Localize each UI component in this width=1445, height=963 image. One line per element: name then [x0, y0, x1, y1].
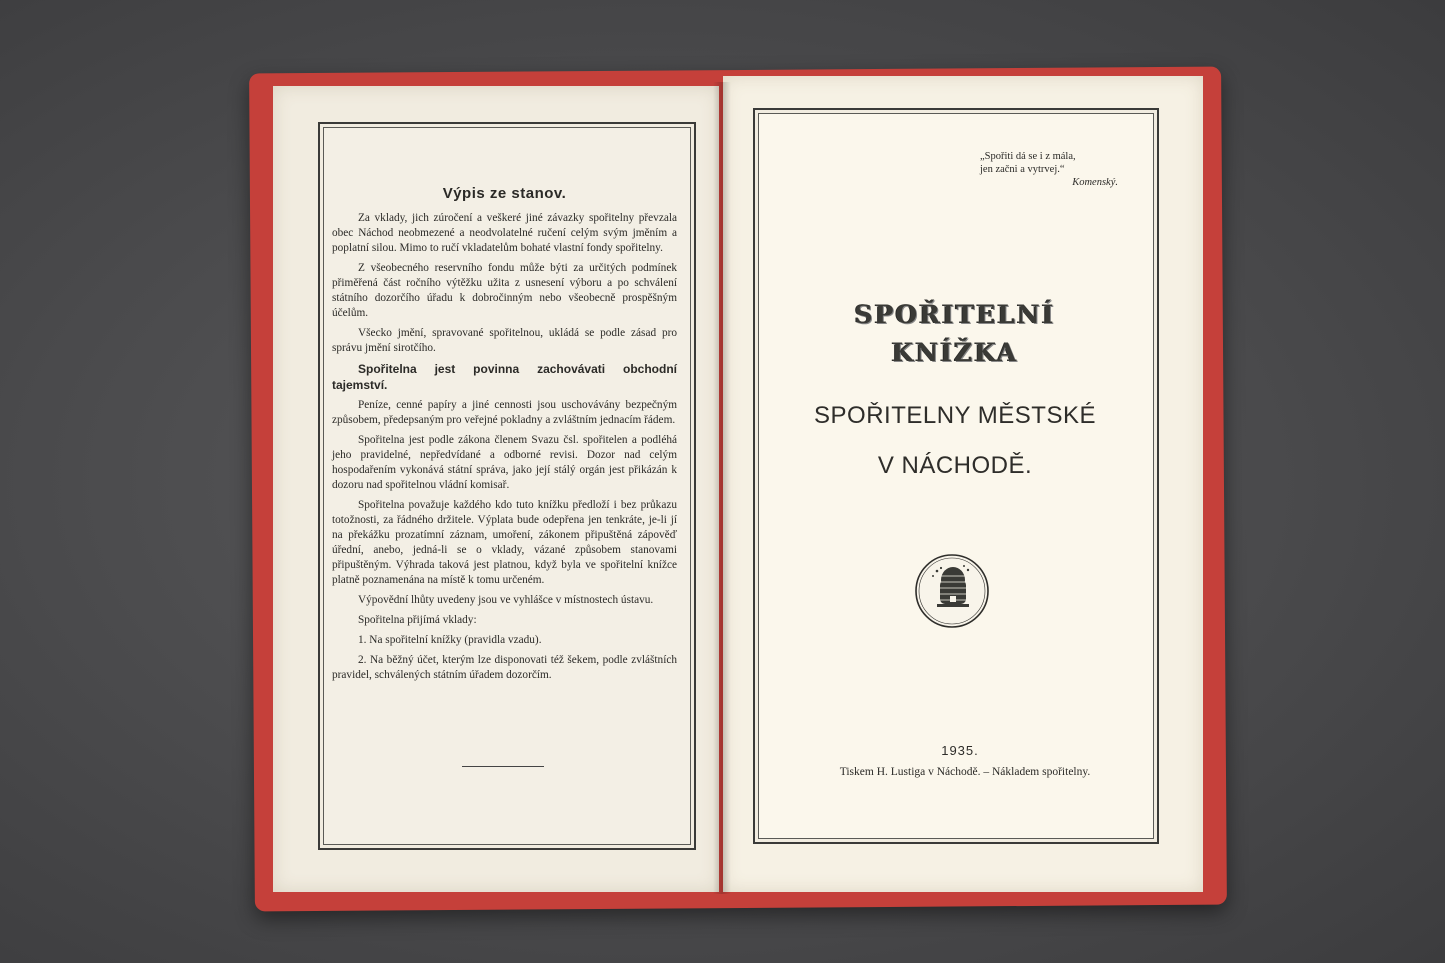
bank-name-line2: V NÁCHODĚ. — [877, 452, 1033, 479]
statute-paragraph: Spořitelna jest podle zákona členem Svazu čsl. spořitelen a podléhá jeho pravidelné, nepředvídané a odborné revisi. Dozor nad celým hospodařením vykonává státní správa, jako její stálý orgán jest přikázán k dozoru nad spořitelnou vládní komisař. — [332, 434, 677, 491]
year-label: 1935. — [941, 743, 979, 758]
quote-line: „Spořiti dá se i z mála, — [980, 151, 1076, 162]
deposit-item: 2. Na běžný účet, kterým lze disponovati též šekem, podle zvláštních pravidel, schválených státním úřadem dozorčím. — [332, 654, 677, 681]
printer-imprint: Tiskem H. Lustiga v Náchodě. – Nákladem spořitelny. — [839, 766, 1091, 778]
quote-line: jen začni a vytrvej.“ — [980, 164, 1065, 175]
statutes-title: Výpis ze stanov. — [442, 185, 567, 202]
deposit-item: 1. Na spořitelní knížky (pravidla vzadu). — [358, 634, 542, 646]
komensky-quote — [980, 150, 1118, 189]
statute-paragraph: Spořitelna považuje každého kdo tuto knížku předloží i bez průkazu totožnosti, za řádného držitele. Výplata bude odepřena jen tenkráte, je-li jí na překážku prozatímní záznam, umoření, zákonem připuštěná zápověď úřední, anebo, jedná-li se o vklady, vázané způsobem stanovami připuštěným. Výhrada taková jest platnou, když byla ve spořitelní knížce platně poznamenána na místě k tomu určeném. — [332, 499, 677, 586]
booklet-title-line2: KNÍŽKA — [891, 338, 1019, 367]
statute-paragraph: Výpovědní lhůty uvedeny jsou ve vyhlášce v místnostech ústavu. — [358, 594, 654, 606]
bank-name-line1: SPOŘITELNY MĚSTSKÉ — [814, 402, 1096, 429]
quote-author: Komenský. — [1072, 177, 1118, 188]
statute-paragraph: Peníze, cenné papíry a jiné cennosti jsou uschovávány bezpečným způsobem, předepsaným pro veřejné pokladny a zvláštním jednacím řádem. — [332, 399, 677, 426]
secrecy-paragraph: Spořitelna jest povinna zachovávati obchodní tajemství. — [332, 362, 677, 392]
statutes-excerpt — [332, 180, 677, 688]
book-gutter — [713, 82, 731, 894]
statute-paragraph: Z všeobecného reservního fondu může býti za určitých podmínek přiměřená část ročního výtěžku užita z usnesení výboru a po schválení státního dozorčího úřadu k dobročinným nebo všeobecně prospěšným účelům. — [332, 262, 677, 319]
beehive-icon — [913, 552, 991, 630]
statute-paragraph: Všecko jmění, spravované spořitelnou, ukládá se podle zásad pro správu jmění sirotčího. — [332, 327, 677, 354]
statute-paragraph: Spořitelna přijímá vklady: — [358, 614, 477, 626]
statute-paragraph: Za vklady, jich zúročení a veškeré jiné závazky spořitelny převzala obec Náchod neobmezené a neodvolatelné ručení celým svým jměním a poplatní silou. Mimo to ručí vkladatelům bohaté vlastní fondy spořitelny. — [332, 212, 677, 254]
booklet-title-line1: SPOŘITELNÍ — [854, 300, 1056, 329]
end-divider — [462, 766, 544, 767]
